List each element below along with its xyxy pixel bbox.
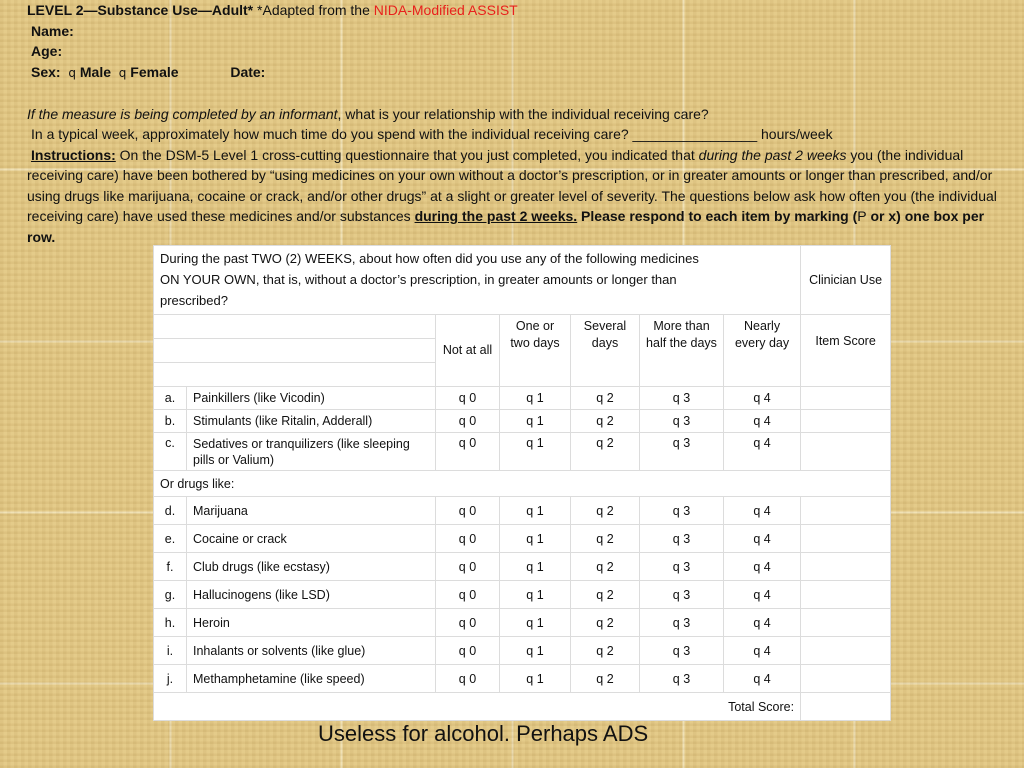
option-3[interactable]: q 3 [640,609,724,637]
option-1[interactable]: q 1 [500,609,571,637]
row-label: Cocaine or crack [187,525,436,553]
option-1[interactable]: q 1 [500,665,571,693]
col-header-2: Several days [571,315,640,387]
informant-question-rest: , what is your relationship with the individual receiving care? [337,105,709,122]
table-row [154,609,891,637]
footer-note: Useless for alcohol. Perhaps ADS [318,721,649,746]
option-4[interactable]: q 4 [724,665,801,693]
option-0[interactable]: q 0 [436,433,500,471]
table-row [154,581,891,609]
row-letter: d. [154,497,187,525]
option-2[interactable]: q 2 [571,553,640,581]
row-letter: e. [154,525,187,553]
table-row [154,665,891,693]
age-label: Age: [31,43,63,59]
adapted-prefix: *Adapted from the [253,2,374,18]
row-letter: c. [154,433,187,471]
instructions-italic: during the past 2 weeks [698,146,847,163]
row-letter: b. [154,410,187,433]
row-label: Stimulants (like Ritalin, Adderall) [187,410,436,433]
option-0[interactable]: q 0 [436,665,500,693]
instructions-label: Instructions: [31,146,116,163]
col-header-4: Nearly every day [724,315,801,387]
option-4[interactable]: q 4 [724,553,801,581]
time-question: In a typical week, approximately how much time do you spend with the individual receiving care? ________________ hours/week [31,126,833,142]
option-2[interactable]: q 2 [571,665,640,693]
option-0[interactable]: q 0 [436,609,500,637]
item-score-cell[interactable] [801,581,891,609]
option-3[interactable]: q 3 [640,525,724,553]
clinician-use-header: Clinician Use [801,246,891,315]
row-letter: a. [154,387,187,410]
option-2[interactable]: q 2 [571,525,640,553]
option-4[interactable]: q 4 [724,387,801,410]
option-2[interactable]: q 2 [571,637,640,665]
total-score-label: Total Score: [154,693,801,721]
instructions-final-glyph: P [857,208,867,224]
option-3[interactable]: q 3 [640,433,724,471]
level-title: LEVEL 2—Substance Use—Adult* [27,2,254,18]
option-1[interactable]: q 1 [500,637,571,665]
option-2[interactable]: q 2 [571,581,640,609]
option-3[interactable]: q 3 [640,497,724,525]
instructions-paragraph [27,145,997,248]
item-score-cell[interactable] [801,637,891,665]
option-2[interactable]: q 2 [571,609,640,637]
row-label: Club drugs (like ecstasy) [187,553,436,581]
instructions-text-2: you (the individual receiving care) have been bothered by “using medicines on your own without a doctor’s prescription, or in greater amounts or longer than prescribed, and/or using drugs like marijuana, cocaine or crack, and/or other drugs” at a slight or greater level of severity. The questions below ask how often you (the individual receiving care) have used these medicines and/or substances [27,146,997,224]
col-header-1: One or two days [500,315,571,387]
table-row [154,433,891,471]
instructions-final: Please respond to each item by marking ( [577,208,858,224]
male-label: Male [79,63,111,80]
row-label: Inhalants or solvents (like glue) [187,637,436,665]
option-4[interactable]: q 4 [724,637,801,665]
title-line [27,0,997,21]
item-score-cell[interactable] [801,665,891,693]
option-2[interactable]: q 2 [571,387,640,410]
option-3[interactable]: q 3 [640,553,724,581]
option-2[interactable]: q 2 [571,433,640,471]
instructions-final-end: or x) one box per row. [27,208,985,245]
option-2[interactable]: q 2 [571,497,640,525]
informant-question-italic: If the measure is being completed by an informant [27,105,338,122]
total-score-cell[interactable] [801,693,891,721]
female-label: Female [130,63,179,80]
option-1[interactable]: q 1 [500,553,571,581]
table-row [154,387,891,410]
instructions-text-1: On the DSM-5 Level 1 cross-cutting questionnaire that you just completed, you indicated that [115,146,699,163]
table-intro: During the past TWO (2) WEEKS, about how often did you use any of the following medicines ON YOUR OWN, that is, without a doctor’s prescription, in greater amounts or longer than prescribed? [154,246,801,315]
sex-label: Sex: [31,63,61,80]
option-4[interactable]: q 4 [724,433,801,471]
item-score-cell[interactable] [801,609,891,637]
female-checkbox[interactable]: q [118,65,127,80]
option-4[interactable]: q 4 [724,525,801,553]
row-letter: g. [154,581,187,609]
instructions-emphasis: during the past 2 weeks. [414,208,578,224]
sex-line [27,62,997,84]
questionnaire-table [153,245,890,721]
informant-question [27,104,997,125]
option-4[interactable]: q 4 [724,609,801,637]
option-3[interactable]: q 3 [640,665,724,693]
item-score-cell[interactable] [801,525,891,553]
col-header-0: Not at all [436,315,500,387]
table-row [154,525,891,553]
option-0[interactable]: q 0 [436,581,500,609]
option-2[interactable]: q 2 [571,410,640,433]
item-score-cell[interactable] [801,553,891,581]
row-letter: i. [154,637,187,665]
form-header [27,0,997,247]
male-checkbox[interactable]: q [68,65,76,80]
row-label: Marijuana [187,497,436,525]
option-0[interactable]: q 0 [436,525,500,553]
item-score-cell[interactable] [801,387,891,410]
option-3[interactable]: q 3 [640,387,724,410]
option-3[interactable]: q 3 [640,581,724,609]
option-1[interactable]: q 1 [500,410,571,433]
option-1[interactable]: q 1 [500,497,571,525]
option-4[interactable]: q 4 [724,581,801,609]
option-1[interactable]: q 1 [500,525,571,553]
option-0[interactable]: q 0 [436,410,500,433]
drugs-label: Or drugs like: [154,471,891,497]
option-1[interactable]: q 1 [500,387,571,410]
row-label: Heroin [187,609,436,637]
option-0[interactable]: q 0 [436,387,500,410]
row-letter: h. [154,609,187,637]
date-label: Date: [230,63,266,80]
row-letter: j. [154,665,187,693]
option-0[interactable]: q 0 [436,497,500,525]
option-1[interactable]: q 1 [500,581,571,609]
row-label: Painkillers (like Vicodin) [187,387,436,410]
table-row [154,637,891,665]
table-row [154,497,891,525]
option-3[interactable]: q 3 [640,637,724,665]
option-4[interactable]: q 4 [724,497,801,525]
name-label: Name: [31,22,74,39]
table-row [154,410,891,433]
option-4[interactable]: q 4 [724,410,801,433]
item-score-cell[interactable] [801,497,891,525]
option-3[interactable]: q 3 [640,410,724,433]
item-score-header: Item Score [801,315,891,387]
row-label: Hallucinogens (like LSD) [187,581,436,609]
row-label: Sedatives or tranquilizers (like sleeping pills or Valium) [187,433,436,471]
row-label: Methamphetamine (like speed) [187,665,436,693]
item-score-cell[interactable] [801,433,891,471]
item-score-cell[interactable] [801,410,891,433]
col-header-3: More than half the days [640,315,724,387]
table-row [154,553,891,581]
option-0[interactable]: q 0 [436,553,500,581]
option-0[interactable]: q 0 [436,637,500,665]
adapted-source: NIDA-Modified ASSIST [373,2,518,18]
row-letter: f. [154,553,187,581]
option-1[interactable]: q 1 [500,433,571,471]
